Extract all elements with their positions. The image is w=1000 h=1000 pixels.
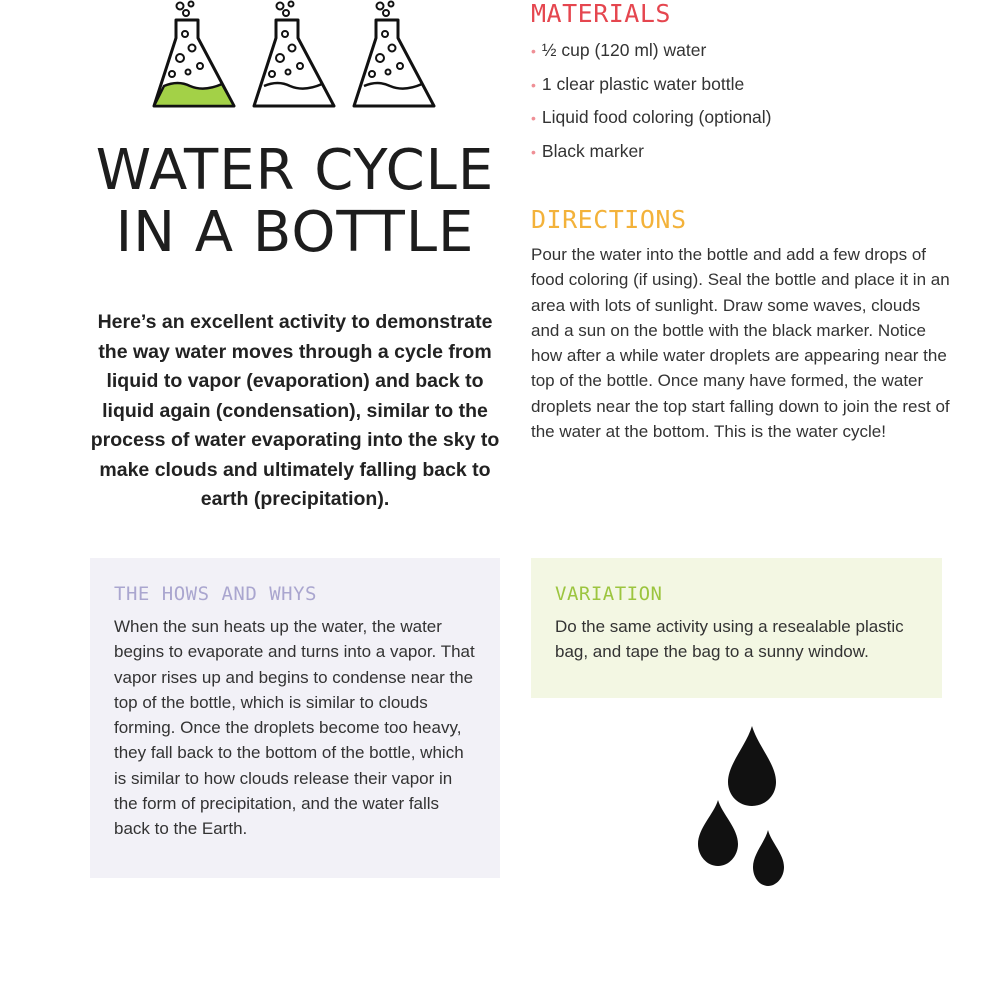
bullet-icon: • bbox=[531, 43, 536, 59]
materials-list bbox=[531, 34, 961, 168]
flask-icon bbox=[154, 2, 234, 107]
hows-and-whys-heading: THE HOWS AND WHYS bbox=[114, 583, 317, 605]
materials-heading: MATERIALS bbox=[531, 0, 671, 28]
list-item: • Liquid food coloring (optional) bbox=[531, 107, 772, 127]
flask-icon bbox=[354, 2, 434, 107]
list-item: • 1 clear plastic water bottle bbox=[531, 73, 745, 94]
title-line-1: WATER CYCLE bbox=[95, 138, 495, 203]
bullet-icon: • bbox=[531, 110, 536, 126]
directions-section bbox=[531, 204, 951, 444]
hows-and-whys-text: When the sun heats up the water, the water begins to evaporate and turns into a vapor. That vapor rises up and begins to condense near the top of the bottle, which is similar to clouds forming. Once the droplets become too heavy, they fall back to the bottom of the bottle, which is similar to how clouds release their vapor in the form of precipitation, and the water falls back to the Earth. bbox=[114, 617, 475, 839]
flask-icon bbox=[254, 2, 334, 107]
hows-and-whys-box bbox=[90, 558, 500, 878]
title-line-2: IN A BOTTLE bbox=[115, 200, 475, 265]
directions-heading: DIRECTIONS bbox=[531, 205, 687, 234]
variation-text: Do the same activity using a resealable plastic bag, and tape the bag to a sunny window. bbox=[555, 617, 904, 662]
directions-text: Pour the water into the bottle and add a few drops of food coloring (if using). Seal the bottle and place it in an area with lots of sunlight. Draw some waves, clouds and a sun on the bottle with the black marker. Notice how after a while water droplets are appearing near the top of the bottle. Once many have formed, the water droplets near the top start falling down to join the rest of the water at the bottom. This is the water cycle! bbox=[531, 245, 950, 442]
water-drops-icon bbox=[690, 722, 790, 892]
intro-paragraph: Here’s an excellent activity to demonstrate the way water moves through a cycle from liquid to vapor (evaporation) and back to liquid again (condensation), similar to the process of water evaporating into the sky to make clouds and ultimately falling back to earth (precipitation). bbox=[90, 311, 500, 510]
variation-heading: VARIATION bbox=[555, 583, 663, 605]
variation-box bbox=[531, 558, 942, 698]
bullet-icon: • bbox=[531, 76, 536, 93]
list-item: • Black marker bbox=[531, 140, 645, 161]
materials-section bbox=[531, 0, 961, 168]
bullet-icon: • bbox=[531, 143, 536, 160]
list-item: • ½ cup (120 ml) water bbox=[531, 40, 707, 60]
flask-illustrations bbox=[150, 0, 440, 115]
page-title bbox=[90, 140, 500, 264]
